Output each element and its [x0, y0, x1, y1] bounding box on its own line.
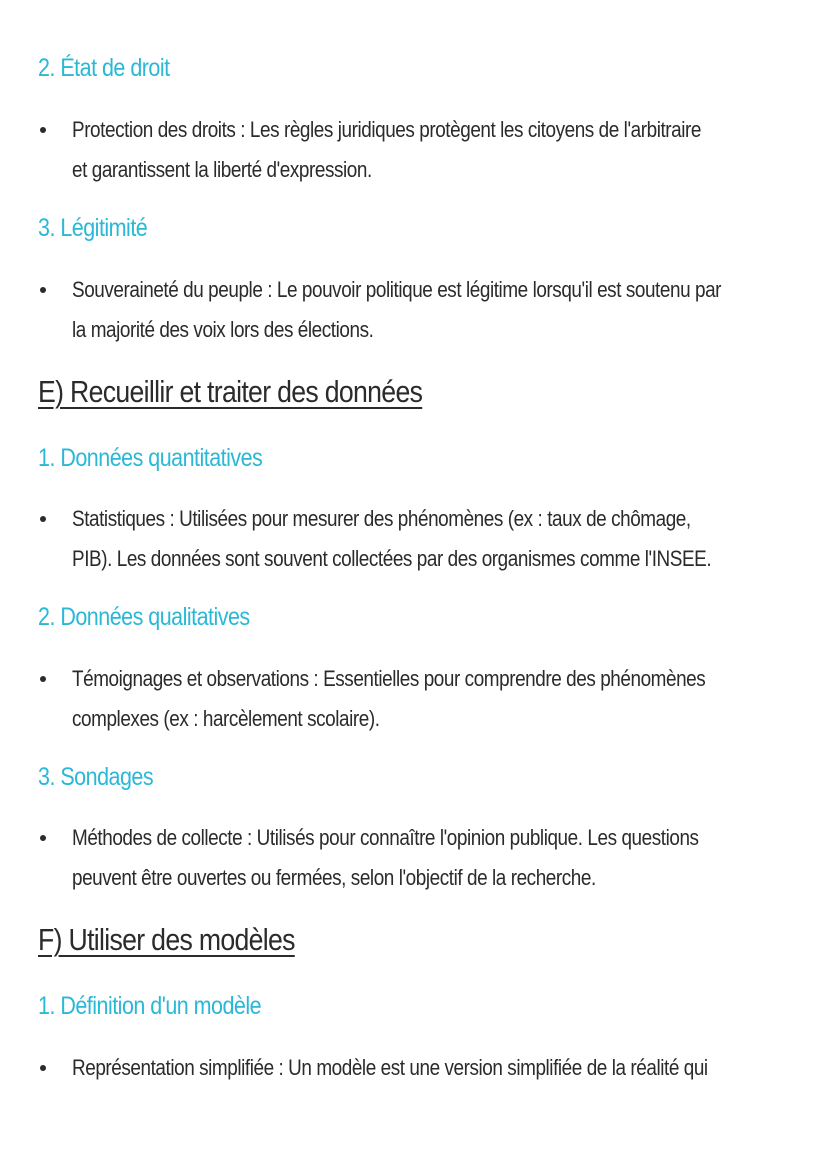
subheading-sondages: 3. Sondages	[38, 763, 154, 791]
bullet-text: Statistiques : Utilisées pour mesurer des phénomènes (ex : taux de chômage, PIB). Les données sont souvent collectées par des organismes comme l'INSEE.	[72, 506, 712, 571]
bullet-text: Représentation simplifiée : Un modèle est une version simplifiée de la réalité qui	[72, 1055, 708, 1080]
bullet-dot-icon	[40, 516, 46, 522]
subheading-donnees-quantitatives: 1. Données quantitatives	[38, 444, 263, 472]
bullet-dot-icon	[40, 676, 46, 682]
subheading-legitimite: 3. Légitimité	[38, 214, 148, 242]
bullet-text: Protection des droits : Les règles juridiques protègent les citoyens de l'arbitraire et garantissent la liberté d'expression.	[72, 117, 701, 182]
bullet-text: Témoignages et observations : Essentielles pour comprendre des phénomènes complexes (ex : harcèlement scolaire).	[72, 666, 706, 731]
bullet-dot-icon	[40, 1065, 46, 1071]
bullet-dot-icon	[40, 127, 46, 133]
bullet-text: Méthodes de collecte : Utilisés pour connaître l'opinion publique. Les questions peuvent être ouvertes ou fermées, selon l'objectif de la recherche.	[72, 825, 699, 890]
bullet-text: Souveraineté du peuple : Le pouvoir politique est légitime lorsqu'il est soutenu par la majorité des voix lors des élections.	[72, 277, 722, 342]
subheading-donnees-qualitatives: 2. Données qualitatives	[38, 603, 250, 631]
bullet-dot-icon	[40, 287, 46, 293]
section-heading-utiliser-modeles: F) Utiliser des modèles	[38, 922, 295, 957]
section-heading-recueillir-donnees: E) Recueillir et traiter des données	[38, 374, 423, 409]
subheading-definition-modele: 1. Définition d'un modèle	[38, 992, 262, 1020]
bullet-dot-icon	[40, 835, 46, 841]
subheading-etat-de-droit: 2. État de droit	[38, 54, 170, 82]
